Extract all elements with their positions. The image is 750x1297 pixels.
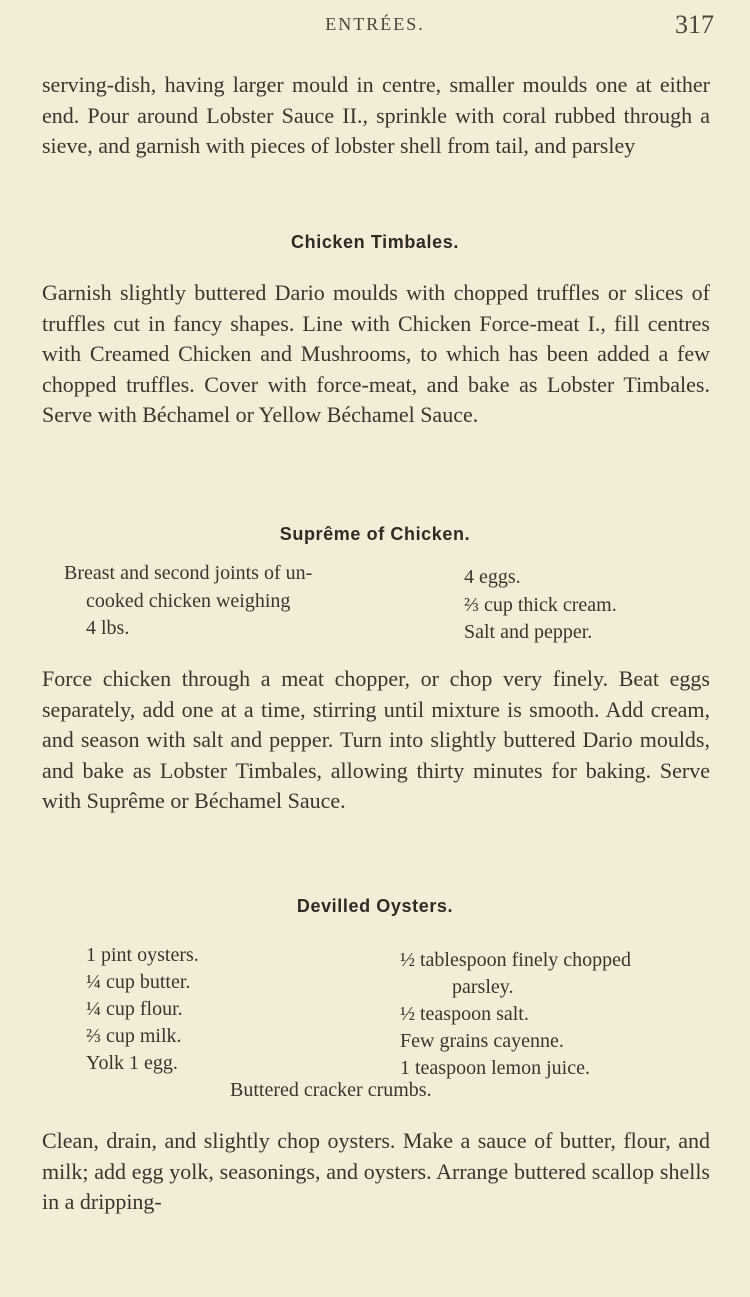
recipe-title-chicken-timbales: Chicken Timbales. [291, 232, 459, 252]
ingredient-item: ¼ cup flour. [86, 998, 183, 1020]
running-head: ENTRÉES. [325, 14, 425, 34]
recipe-title-devilled-oysters: Devilled Oysters. [296, 896, 454, 916]
ingredient-item: ⅔ cup thick cream. [464, 594, 617, 616]
ingredient-item: ½ tablespoon finely chopped [400, 949, 632, 971]
recipe-method-devilled-oysters: Clean, drain, and slightly chop oysters. Make a sauce of butter, flour, and milk; add egg yolk, seasonings, and oysters. Arrange buttered scallop shells in a dripping- [42, 1128, 710, 1214]
ingredient-item: parsley. [452, 976, 514, 998]
ingredient-item: Salt and pepper. [464, 621, 593, 643]
ingredient-item: 1 pint oysters. [86, 944, 199, 966]
recipe-method-supreme-of-chicken: Force chicken through a meat chopper, or chop very finely. Beat eggs separately, add one at a time, stirring until mixture is smooth. Add cream, and season with salt and pepper. Turn into slightly buttered Dario moulds, and bake as Lobster Timbales, allowing thirty minutes for baking. Serve with Suprême or Béchamel Sauce. [42, 666, 710, 813]
recipe-method-chicken-timbales: Garnish slightly buttered Dario moulds with chopped truffles or slices of truffles cut in fancy shapes. Line with Chicken Force-meat I., fill centres with Creamed Chicken and Mushrooms, to which has been added a few chopped truffles. Cover with force-meat, and bake as Lobster Timbales. Serve with Béchamel or Yellow Béchamel Sauce. [42, 280, 710, 427]
ingredient-item: Yolk 1 egg. [86, 1052, 178, 1074]
intro-paragraph: serving-dish, having larger mould in centre, smaller moulds one at either end. Pour around Lobster Sauce II., sprinkle with coral rubbed through a sieve, and garnish with pieces of lobster shell from tail, and parsley [42, 72, 710, 158]
ingredient-item: 4 eggs. [464, 566, 521, 588]
recipe-title-supreme-of-chicken: Suprême of Chicken. [279, 524, 471, 544]
ingredient-item: Few grains cayenne. [400, 1030, 564, 1052]
ingredient-item: ⅔ cup milk. [86, 1025, 182, 1047]
page-number: 317 [675, 10, 714, 39]
ingredient-item: ¼ cup butter. [86, 971, 191, 993]
ingredient-item: 1 teaspoon lemon juice. [400, 1057, 590, 1079]
ingredient-item: Breast and second joints of un- [64, 562, 313, 584]
ingredient-item: Buttered cracker crumbs. [230, 1079, 432, 1101]
ingredient-item: cooked chicken weighing [86, 590, 291, 612]
page-header [0, 10, 750, 40]
ingredient-item: 4 lbs. [86, 617, 130, 639]
ingredient-item: ½ teaspoon salt. [400, 1003, 529, 1025]
